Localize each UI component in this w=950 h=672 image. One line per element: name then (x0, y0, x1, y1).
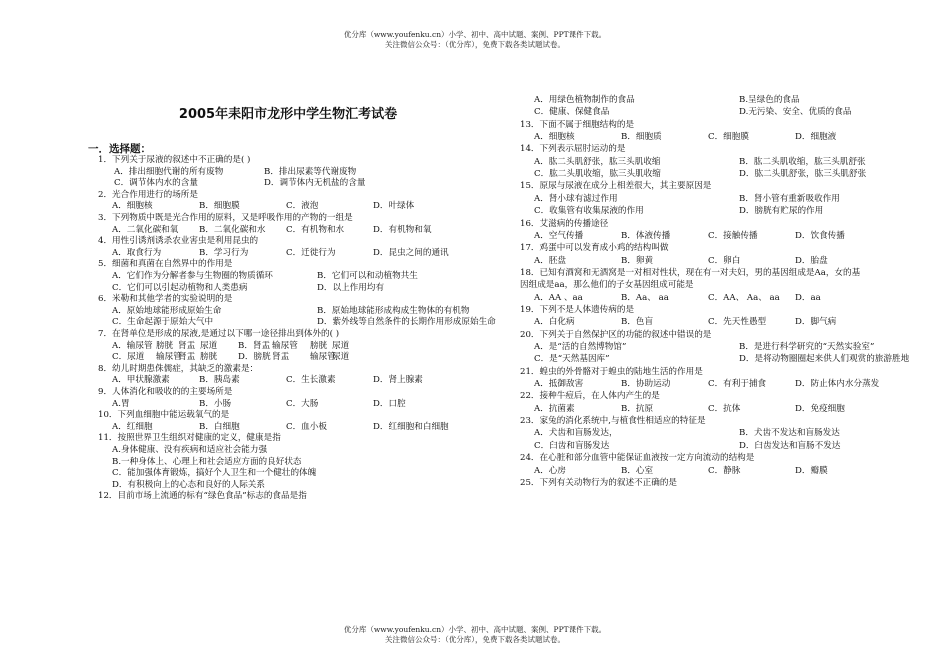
right-options-row (534, 293, 905, 304)
right-options-row (534, 206, 939, 217)
left-options-row (112, 283, 517, 294)
header-line-1: 优分库（www.youfenku.cn）小学、初中、高中试题、案例、PPT课件下载。 (343, 30, 607, 39)
left-option: C．有机物和水 (286, 224, 345, 235)
left-option: D．调节体内无机盐的含量 (264, 178, 366, 189)
right-option: C．卵白 (708, 255, 741, 266)
left-question-2: 3．下列物质中既是光合作用的原料，又是呼吸作用的产物的一组是 (98, 213, 353, 223)
page-footer (0, 625, 950, 645)
left-option: B．它们可以和动植物共生 (317, 271, 418, 281)
right-option: C．AA、 Aa、 aa (708, 292, 780, 303)
right-question-5: 17．鸡蛋中可以发育成小鸡的结构叫做 (520, 243, 669, 254)
right-option: D．瓣膜 (795, 465, 828, 476)
right-question-9: 21．蝗虫的外骨骼对于蝗虫的陆地生活的作用是 (520, 366, 703, 377)
right-option: A．空气传播 (534, 230, 584, 241)
left-option: A．输尿管 (112, 340, 153, 351)
left-question-1: 2．光合作用进行的场所是 (98, 189, 198, 200)
right-option: B．是进行科学研究的“天然实验室” (739, 342, 875, 352)
right-option: C．细胞膜 (708, 132, 749, 143)
right-option: B.呈绿色的食品 (739, 95, 800, 105)
left-option: A．细胞核 (112, 201, 153, 212)
left-option: A．它们作为分解者参与生物圈的物质循环 (112, 271, 273, 281)
right-options-row (534, 342, 939, 353)
left-option: C．液泡 (286, 201, 319, 212)
page-header (0, 30, 950, 50)
left-option: 输尿管 (310, 352, 336, 363)
left-option: D．昆虫之间的通讯 (373, 247, 449, 258)
left-option: D．红细胞和白细胞 (373, 421, 449, 432)
right-option: B．心室 (621, 465, 654, 476)
header-line-2: 关注微信公众号：（优分库），免费下载各类试题试卷。 (385, 40, 565, 49)
left-question-11: 12．目前市场上流通的标有“绿色食品”标志的食品是指 (98, 491, 307, 502)
right-options-row (534, 466, 905, 477)
left-option: B.一种身体上、心理上和社会适应方面的良好状态 (112, 456, 302, 467)
right-option: B．犬齿不发达和盲肠发达 (739, 428, 840, 439)
left-question-0: 1．下列关于尿液的叙述中不正确的是( ) (98, 155, 251, 165)
left-option: 尿道 (332, 340, 350, 351)
right-option: D．脚气病 (795, 317, 837, 328)
right-option: C．接触传播 (708, 230, 758, 241)
right-options-row (534, 169, 939, 180)
left-option: 输尿管 (156, 352, 182, 363)
right-options-row (534, 379, 905, 390)
left-options-row (112, 352, 362, 363)
right-question-12: 24．在心脏和部分血管中能保证血液按一定方向流动的结构是 (520, 453, 755, 464)
right-option: B．肱二头肌收缩，肱三头肌舒张 (739, 156, 866, 167)
right-question-4: 16．艾滋病的传播途径 (520, 218, 609, 229)
right-option: C．是“天然基因库” (534, 354, 610, 365)
left-option: A．二氧化碳和氧 (112, 224, 179, 235)
left-option: C．调节体内水的含量 (114, 178, 198, 189)
left-option: D．以上作用均有 (317, 282, 385, 293)
left-option: C．迁徙行为 (286, 247, 336, 258)
right-question-2: 14．下列表示屈肘运动的是 (520, 144, 626, 155)
left-option: A．原始地球能形成原始生命 (112, 305, 222, 316)
left-options-row (114, 178, 464, 189)
right-option: C．肱二头肌收缩，肱三头肌收缩 (534, 169, 661, 180)
left-option: 肾盂 (272, 352, 290, 363)
right-option: C．抗体 (708, 403, 741, 414)
left-option: A．取食行为 (112, 247, 162, 258)
left-option: C．大肠 (286, 398, 319, 409)
section-heading: 一．选择题： (88, 143, 151, 155)
left-option: B．排出尿素等代谢废物 (264, 166, 357, 177)
right-options-row (534, 157, 939, 168)
right-options-row (534, 404, 905, 415)
left-option: 尿道 (200, 340, 218, 351)
left-option: D．口腔 (373, 398, 406, 409)
right-option: D．胎盘 (795, 255, 828, 266)
left-options-row (112, 422, 483, 433)
left-options-row (112, 248, 483, 259)
left-options-row (112, 341, 362, 352)
right-options-row (534, 441, 939, 452)
left-option: C．尿道 (112, 352, 145, 363)
right-option: A．AA 、aa (534, 292, 583, 303)
left-option: D．肾上腺素 (373, 375, 423, 386)
right-option: D．膀胱有贮尿的作用 (739, 206, 824, 217)
left-option: 膀胱 (156, 340, 174, 351)
left-question-9: 10．下列血细胞中能运载氧气的是 (98, 410, 230, 421)
right-options-row (534, 95, 939, 106)
left-option: C．生长激素 (286, 375, 336, 386)
right-option: C．收集管有收集尿液的作用 (534, 206, 644, 217)
right-option: A．犬齿和盲肠发达， (534, 428, 618, 439)
left-options-row (112, 375, 483, 386)
left-option: B．原始地球能形成构成生物体的有机物 (317, 305, 470, 316)
left-options-row (112, 201, 483, 212)
right-options-row (534, 317, 905, 328)
left-options-row (112, 445, 492, 456)
right-option: A．抵御敌害 (534, 379, 584, 390)
left-option: 膀胱 (310, 340, 328, 351)
footer-line-1: 优分库（www.youfenku.cn）小学、初中、高中试题、案例、PPT课件下载。 (343, 625, 607, 634)
left-options-row (112, 317, 517, 328)
left-options-row (112, 457, 492, 468)
left-option: B．白细胞 (199, 421, 240, 432)
left-option: 肾盂 (178, 340, 196, 351)
left-options-row (112, 480, 492, 491)
right-option: A．细胞核 (534, 132, 575, 143)
right-option: C．先天性愚型 (708, 317, 767, 328)
left-options-row (112, 399, 483, 410)
right-question-6-cont: 因组成是aa，那么他们的子女基因组成可能是 (520, 280, 694, 291)
right-option: C．静脉 (708, 465, 741, 476)
exam-title: 2005年耒阳市龙形中学生物汇考试卷 (178, 107, 398, 122)
right-options-row (534, 354, 939, 365)
right-option: B．卵黄 (621, 255, 654, 266)
right-question-7: 19．下列不是人体遗传病的是 (520, 304, 635, 315)
left-option: A．排出细胞代谢的所有废物 (114, 166, 224, 177)
left-option: B．小肠 (199, 398, 232, 409)
right-option: D．防止体内水分蒸发 (795, 379, 880, 390)
footer-line-2: 关注微信公众号：（优分库），免费下载各类试题试卷。 (385, 635, 565, 644)
left-option: D．膀胱 (238, 352, 271, 363)
right-option: B．细胞质 (621, 132, 662, 143)
left-option: D．有机物和氧 (373, 224, 432, 235)
left-options-row (112, 225, 483, 236)
left-question-10: 11．按照世界卫生组织对健康的定义，健康是指 (98, 433, 281, 444)
right-option: D．细胞液 (795, 132, 837, 143)
right-option: B．抗原 (621, 403, 654, 414)
left-question-7: 8．幼儿时期患侏儒症，其缺乏的激素是： (98, 363, 259, 374)
left-option: B．细胞膜 (199, 201, 240, 212)
left-option: B．学习行为 (199, 247, 249, 258)
left-option: A.胃 (112, 398, 130, 409)
left-question-3: 4．用性引诱剂诱杀农业害虫是利用昆虫的 (98, 236, 259, 247)
right-option: A．是“活的自然博物馆” (534, 342, 627, 352)
right-option: A．白化病 (534, 317, 575, 328)
left-question-8: 9．人体消化和吸收的的主要场所是 (98, 387, 233, 397)
right-option: A．肱二头肌舒张，肱三头肌收缩 (534, 156, 661, 167)
right-option: B．协助运动 (621, 379, 671, 390)
right-options-row (534, 132, 905, 143)
right-option: D．臼齿发达和盲肠不发达 (739, 440, 841, 451)
right-option: A．抗菌素 (534, 403, 575, 414)
right-options-row (534, 107, 939, 118)
right-options-row (534, 428, 939, 439)
right-question-11: 23．家兔的消化系统中,与植食性相适应的特征是 (520, 416, 706, 427)
left-option: D．有积极向上的心态和良好的人际关系 (112, 479, 265, 490)
right-option: D．肱二头肌舒张，肱三头肌舒张 (739, 169, 867, 180)
left-option: A．红细胞 (112, 421, 153, 432)
left-option: C．它们可以引起动植物和人类患病 (112, 282, 248, 293)
right-option: C．臼齿和盲肠发达 (534, 440, 610, 451)
left-option: D．叶绿体 (373, 201, 415, 212)
right-question-13: 25．下列有关动物行为的叙述不正确的是 (520, 477, 678, 488)
left-option: A.身体健康、没有疾病和适应社会能力强 (112, 445, 268, 455)
right-option: B．肾小管有重新吸收作用 (739, 193, 840, 204)
right-option: B．体液传播 (621, 230, 671, 241)
right-question-6: 18．已知有酒窝和无酒窝是一对相对性状，现在有一对夫妇，男的基因组成是Aa，女的基 (520, 267, 861, 278)
right-option: A．心房 (534, 465, 566, 476)
left-option: 尿道 (332, 352, 350, 363)
right-option: D．免疫细胞 (795, 403, 845, 414)
left-options-row (112, 468, 492, 479)
left-question-6: 7．在肾单位是形成的尿液,是通过以下哪一途径排出到体外的( ) (98, 329, 340, 339)
right-option: A．胚盘 (534, 255, 566, 266)
right-option: C．有利于捕食 (708, 379, 767, 390)
right-option: C．健康、保健食品 (534, 107, 610, 118)
left-options-row (112, 271, 517, 282)
left-option: C．能加强体育锻炼，搞好个人卫生和一个健壮的体魄 (112, 468, 317, 479)
right-question-10: 22．接种牛痘后，在人体内产生的是 (520, 391, 660, 402)
left-question-4: 5．细菌和真菌在自然界中的作用是 (98, 259, 233, 270)
left-option: A．甲状腺激素 (112, 375, 170, 386)
right-option: D．aa (795, 292, 821, 303)
right-option: A．肾小球有滤过作用 (534, 193, 618, 204)
right-question-3: 15．原尿与尿液在成分上相差很大，其主要原因是 (520, 181, 712, 192)
right-option: D．饮食传播 (795, 230, 845, 241)
right-options-row (534, 194, 939, 205)
left-option: 肾盂 (178, 352, 196, 363)
right-options-row (534, 256, 905, 267)
right-option: B．色盲 (621, 317, 654, 328)
left-option: C．血小板 (286, 421, 327, 432)
right-option: B．Aa、 aa (621, 292, 669, 303)
right-option: D．是将动物圈圈起来供人们观赏的旅游胜地 (739, 354, 910, 365)
left-option: 膀胱 (200, 352, 218, 363)
right-option: D.无污染、安全、优质的食品 (739, 107, 852, 118)
left-option: B．肾盂 (238, 340, 271, 351)
right-question-8: 20．下列关于自然保护区的功能的叙述中错误的是 (520, 329, 712, 340)
left-option: B．二氧化碳和水 (199, 224, 266, 235)
right-option: A．用绿色植物制作的食品 (534, 95, 635, 105)
left-option: D．紫外线等自然条件的长期作用形成原始生命 (317, 317, 496, 328)
right-options-row (534, 231, 905, 242)
right-question-1: 13．下面不属于细胞结构的是 (520, 119, 635, 130)
left-options-row (112, 306, 517, 317)
left-option: C．生命起源于原始大气中 (112, 317, 214, 328)
left-options-row (114, 167, 464, 178)
left-option: B．胰岛素 (199, 375, 240, 386)
left-question-5: 6．米勒和其他学者的实验说明的是 (98, 294, 233, 305)
left-option: 输尿管 (272, 340, 298, 351)
